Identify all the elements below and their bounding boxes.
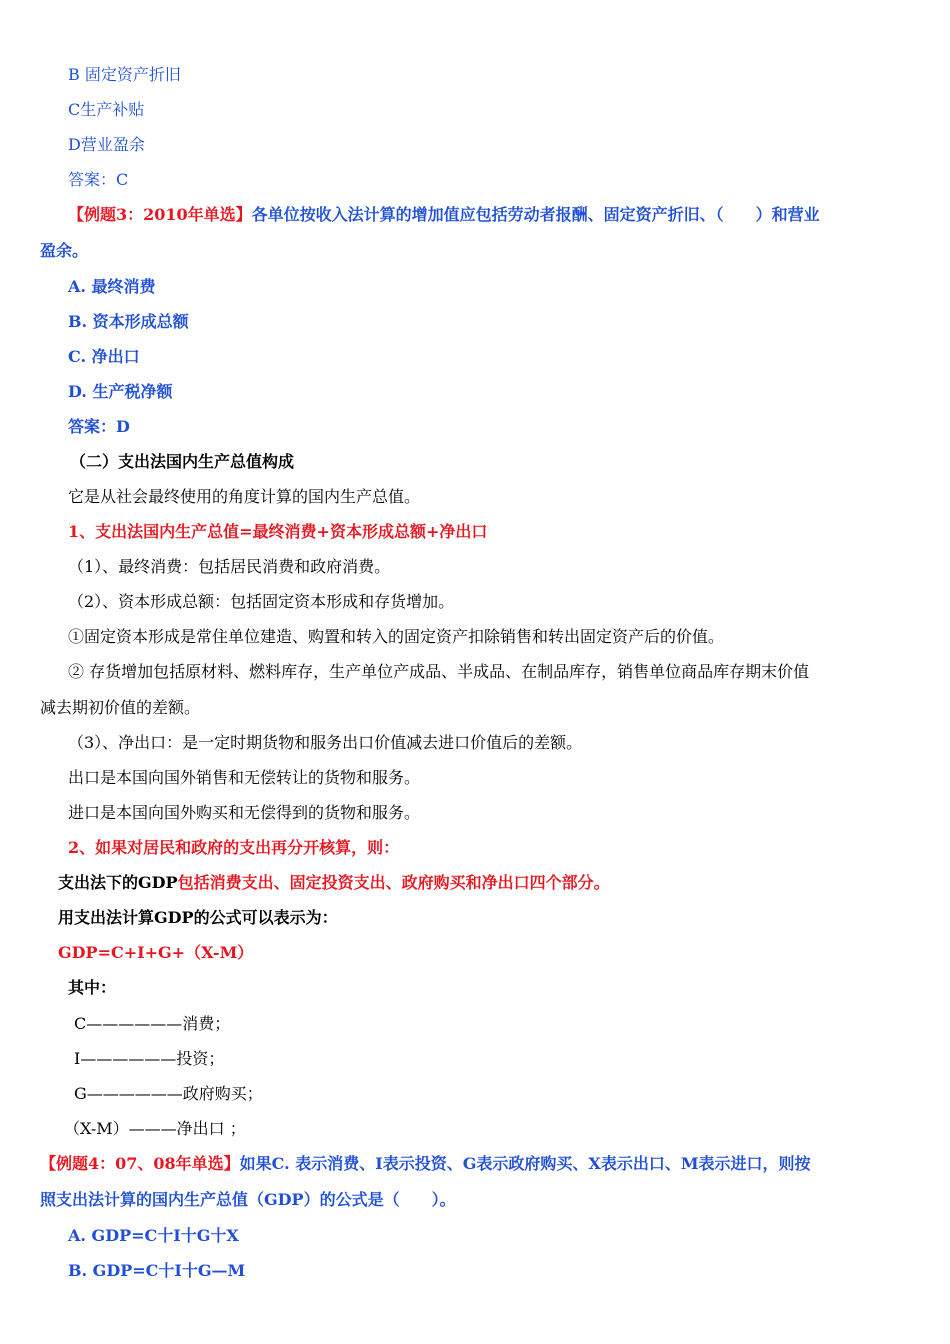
- example-3-answer: 答案：D: [68, 417, 130, 436]
- gdp-components: [58, 873, 610, 893]
- example-3-option-b: B. 资本形成总额: [68, 312, 189, 331]
- example-4-tag: 【例题4：07、08年单选】: [40, 1154, 240, 1173]
- item-fixed-capital: ①固定资本形成是常住单位建造、购置和转入的固定资产扣除销售和转出固定资产后的价值。: [68, 627, 725, 646]
- example-4-option-b: B. GDP=C十I十G—M: [68, 1261, 246, 1280]
- imports-definition: 进口是本国向国外购买和无偿得到的货物和服务。: [68, 803, 421, 822]
- example-3-text: 各单位按收入法计算的增加值应包括劳动者报酬、固定资产折旧、（ ）和营业: [251, 205, 820, 224]
- gdp-components-text: 包括消费支出、固定投资支出、政府购买和净出口四个部分。: [177, 873, 610, 892]
- example-3-question: [68, 205, 820, 225]
- formula-expenditure-gdp: 1、支出法国内生产总值=最终消费+资本形成总额+净出口: [68, 522, 488, 541]
- paragraph-definition: 它是从社会最终使用的角度计算的国内生产总值。: [68, 487, 421, 506]
- option-b-fixed-depreciation: B 固定资产折旧: [68, 65, 181, 84]
- item-net-exports: （3）、净出口：是一定时期货物和服务出口价值减去进口价值后的差额。: [68, 733, 583, 752]
- item-inventory-increase-cont: 减去期初价值的差额。: [40, 698, 201, 717]
- example-4-question: [40, 1154, 811, 1174]
- example-3-question-cont: 盈余。: [40, 241, 89, 260]
- gdp-formula: GDP=C+I+G+（X-M）: [58, 943, 254, 962]
- section-heading: （二）支出法国内生产总值构成: [70, 452, 295, 471]
- example-3-tag: 【例题3：2010年单选】: [68, 205, 252, 224]
- option-d-operating-surplus: D营业盈余: [68, 135, 145, 154]
- example-4-question-cont: 照支出法计算的国内生产总值（GDP）的公式是（ ）。: [40, 1190, 456, 1209]
- example-4-text: 如果C. 表示消费、I表示投资、G表示政府购买、X表示出口、M表示进口，则按: [239, 1154, 811, 1173]
- formula-intro: 用支出法计算GDP的公式可以表示为：: [58, 908, 338, 927]
- option-c-production-subsidy: C生产补贴: [68, 100, 145, 119]
- answer-1: 答案：C: [68, 170, 129, 189]
- definition-xm: （X-M）———净出口 ；: [64, 1119, 246, 1138]
- item-inventory-increase: ② 存货增加包括原材料、燃料库存，生产单位产成品、半成品、在制品库存，销售单位商品库存期末价值: [68, 662, 810, 681]
- definition-i: I——————投资；: [74, 1049, 225, 1068]
- item-final-consumption: （1）、最终消费：包括居民消费和政府消费。: [68, 557, 391, 576]
- where-label: 其中：: [68, 978, 117, 997]
- definition-g: G——————政府购买；: [74, 1084, 263, 1103]
- example-3-option-c: C. 净出口: [68, 347, 140, 366]
- example-3-option-a: A. 最终消费: [68, 277, 156, 296]
- item-capital-formation: （2）、资本形成总额：包括固定资本形成和存货增加。: [68, 592, 455, 611]
- exports-definition: 出口是本国向国外销售和无偿转让的货物和服务。: [68, 768, 421, 787]
- example-3-option-d: D. 生产税净额: [68, 382, 173, 401]
- gdp-components-lead: 支出法下的GDP: [58, 873, 178, 892]
- separate-accounting-heading: 2、如果对居民和政府的支出再分开核算，则：: [68, 838, 400, 857]
- example-4-option-a: A. GDP=C十I十G十X: [68, 1226, 239, 1245]
- definition-c: C——————消费；: [74, 1014, 231, 1033]
